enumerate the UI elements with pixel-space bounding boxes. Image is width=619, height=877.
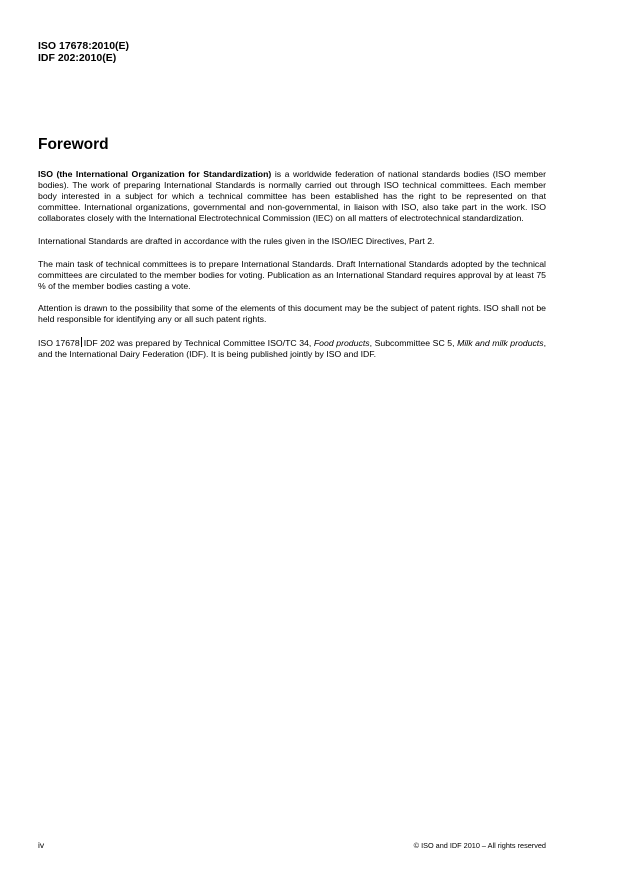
foreword-paragraph-4: Attention is drawn to the possibility that some of the elements of this document may be the subject of patent rights. ISO shall not be held responsible for identifying any or all such patent rights. bbox=[38, 303, 546, 325]
standard-reference bbox=[38, 40, 129, 64]
foreword-paragraph-5 bbox=[38, 337, 546, 360]
paragraph-5-text-c: , and the International Dairy Federation (IDF). It is being published jointly by ISO and IDF. bbox=[38, 338, 546, 360]
paragraph-1-text: is a worldwide federation of national standards bodies (ISO member bodies). The work of preparing International Standards is normally carried out through ISO technical committees. Each member body interested in a subject for which a technical committee has been established has the right to be represented on that committee. International organizations, governmental and non-governmental, in liaison with ISO, also take part in the work. ISO collaborates closely with the International Electrotechnical Commission (IEC) on all matters of electrotechnical standardization. bbox=[38, 169, 546, 224]
iso-definition-bold: ISO (the International Organization for Standardization) bbox=[38, 169, 272, 179]
paragraph-5-text-b: , Subcommittee SC 5, bbox=[369, 338, 458, 349]
idf-code: IDF 202 bbox=[83, 338, 115, 349]
idf-reference: IDF 202:2010(E) bbox=[38, 52, 117, 64]
milk-products-italic: Milk and milk products bbox=[457, 338, 544, 349]
iso-reference: ISO 17678:2010(E) bbox=[38, 40, 130, 52]
copyright-notice: © ISO and IDF 2010 – All rights reserved bbox=[413, 841, 546, 850]
page-number: iv bbox=[38, 840, 45, 850]
foreword-paragraph-1 bbox=[38, 169, 546, 224]
code-separator bbox=[81, 337, 82, 347]
foreword-paragraph-2: International Standards are drafted in accordance with the rules given in the ISO/IEC Directives, Part 2. bbox=[38, 235, 435, 246]
foreword-title: Foreword bbox=[38, 136, 109, 153]
foreword-paragraph-3: The main task of technical committees is to prepare International Standards. Draft International Standards adopted by the technical committees are circulated to the member bodies for voting. Publication as an International Standard requires approval by at least 75 % of the member bodies casting a vote. bbox=[38, 258, 546, 291]
paragraph-5-text-a: was prepared by Technical Committee ISO/TC 34, bbox=[114, 338, 314, 349]
iso-code: ISO 17678 bbox=[38, 338, 80, 349]
food-products-italic: Food products bbox=[313, 338, 370, 349]
foreword-body bbox=[38, 169, 546, 360]
